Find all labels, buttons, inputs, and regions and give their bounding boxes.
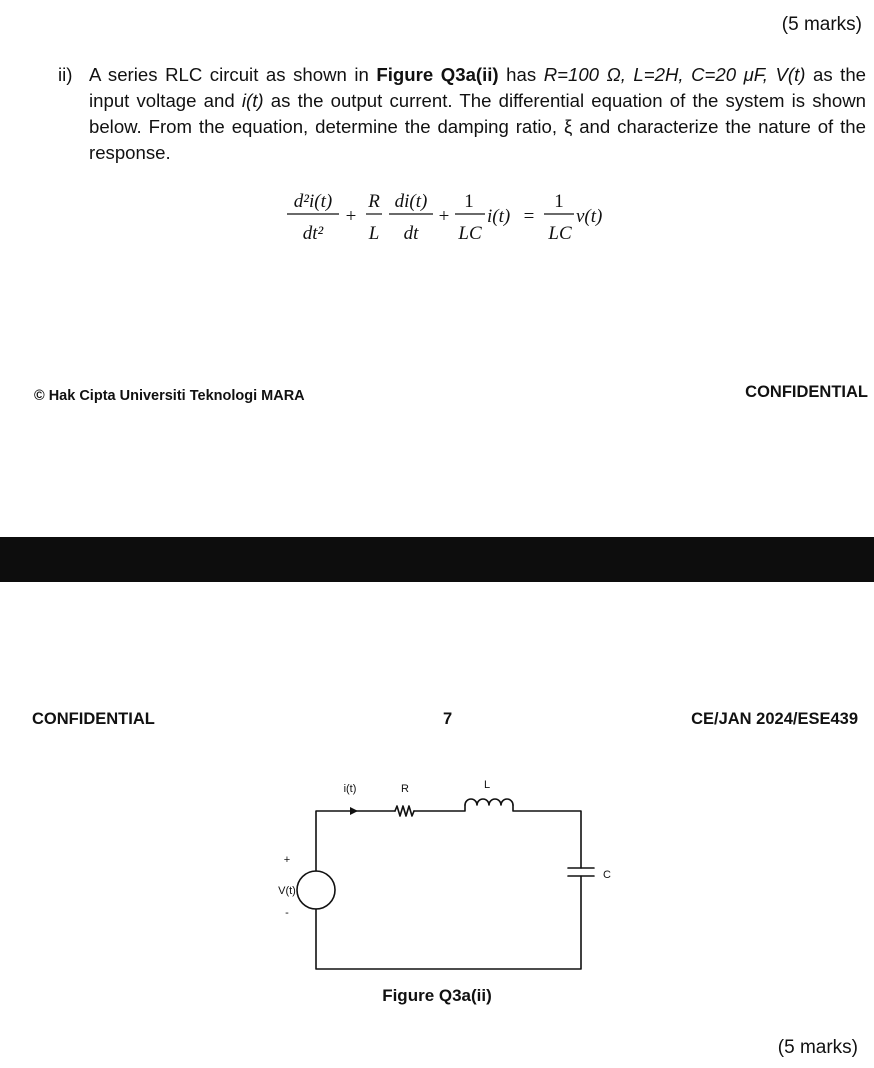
inductor-label: L (483, 779, 491, 791)
eq-current-term: i(t) (487, 206, 511, 227)
top-marks: (5 marks) (781, 14, 862, 35)
rlc-circuit-diagram (250, 770, 620, 980)
source-plus-sign: + (283, 854, 291, 866)
question-text-part: has (498, 64, 544, 85)
eq-first-derivative-denominator: dt (403, 223, 419, 244)
question-text-part: as the output current. The differential equation of the system is shown below. From the equation, determine the damping ratio, ξ and characterize the nature of the response. (89, 90, 866, 163)
output-current-symbol: i(t) (241, 90, 264, 111)
differential-equation (283, 185, 623, 249)
copyright-notice: © Hak Cipta Universiti Teknologi MARA (34, 388, 305, 404)
figure-reference: Figure Q3a(ii) (376, 64, 499, 85)
source-label: V(t) (278, 885, 296, 897)
eq-voltage-term: v(t) (576, 206, 603, 227)
resistor-label: R (401, 783, 409, 795)
eq-plus-sign: + (345, 206, 357, 227)
bottom-marks: (5 marks) (777, 1037, 858, 1058)
figure-caption: Figure Q3a(ii) (382, 986, 492, 1005)
inductor-symbol (465, 799, 513, 805)
eq-second-derivative-numerator: d²i(t) (293, 191, 333, 212)
confidential-footer: CONFIDENTIAL (745, 383, 868, 401)
circuit-wire-top-left (316, 811, 395, 871)
resistor-symbol (395, 806, 414, 816)
question-block (58, 62, 866, 166)
circuit-wire-top-right (513, 805, 581, 868)
question-text-part: as the input voltage and (89, 64, 867, 111)
current-label: i(t) (343, 783, 357, 795)
eq-lc-denominator: LC (458, 223, 482, 244)
eq-plus-sign: + (438, 206, 450, 227)
circuit-parameters: R=100 Ω, L=2H, C=20 μF, V(t) (543, 64, 806, 85)
circuit-wire-top-middle (414, 805, 465, 811)
voltage-source-symbol (297, 871, 335, 909)
page-number: 7 (443, 710, 453, 728)
question-label: ii) (58, 64, 73, 85)
question-text-part: A series RLC circuit as shown in (89, 64, 377, 85)
eq-one-numerator: 1 (464, 191, 474, 212)
page-separator-band (0, 537, 874, 582)
source-minus-sign: - (285, 907, 289, 919)
eq-second-derivative-denominator: dt² (302, 223, 324, 244)
current-arrow-icon (350, 807, 358, 815)
circuit-wire-bottom (316, 876, 581, 969)
eq-first-derivative-numerator: di(t) (394, 191, 428, 212)
capacitor-label: C (603, 869, 611, 881)
eq-equals-sign: = (523, 206, 535, 227)
eq-lc-denominator: LC (548, 223, 572, 244)
question-text (89, 62, 866, 166)
confidential-header: CONFIDENTIAL (32, 710, 155, 728)
eq-one-numerator: 1 (554, 191, 564, 212)
eq-r-numerator: R (368, 191, 380, 212)
eq-l-denominator: L (368, 223, 380, 244)
course-code-header: CE/JAN 2024/ESE439 (691, 710, 858, 728)
